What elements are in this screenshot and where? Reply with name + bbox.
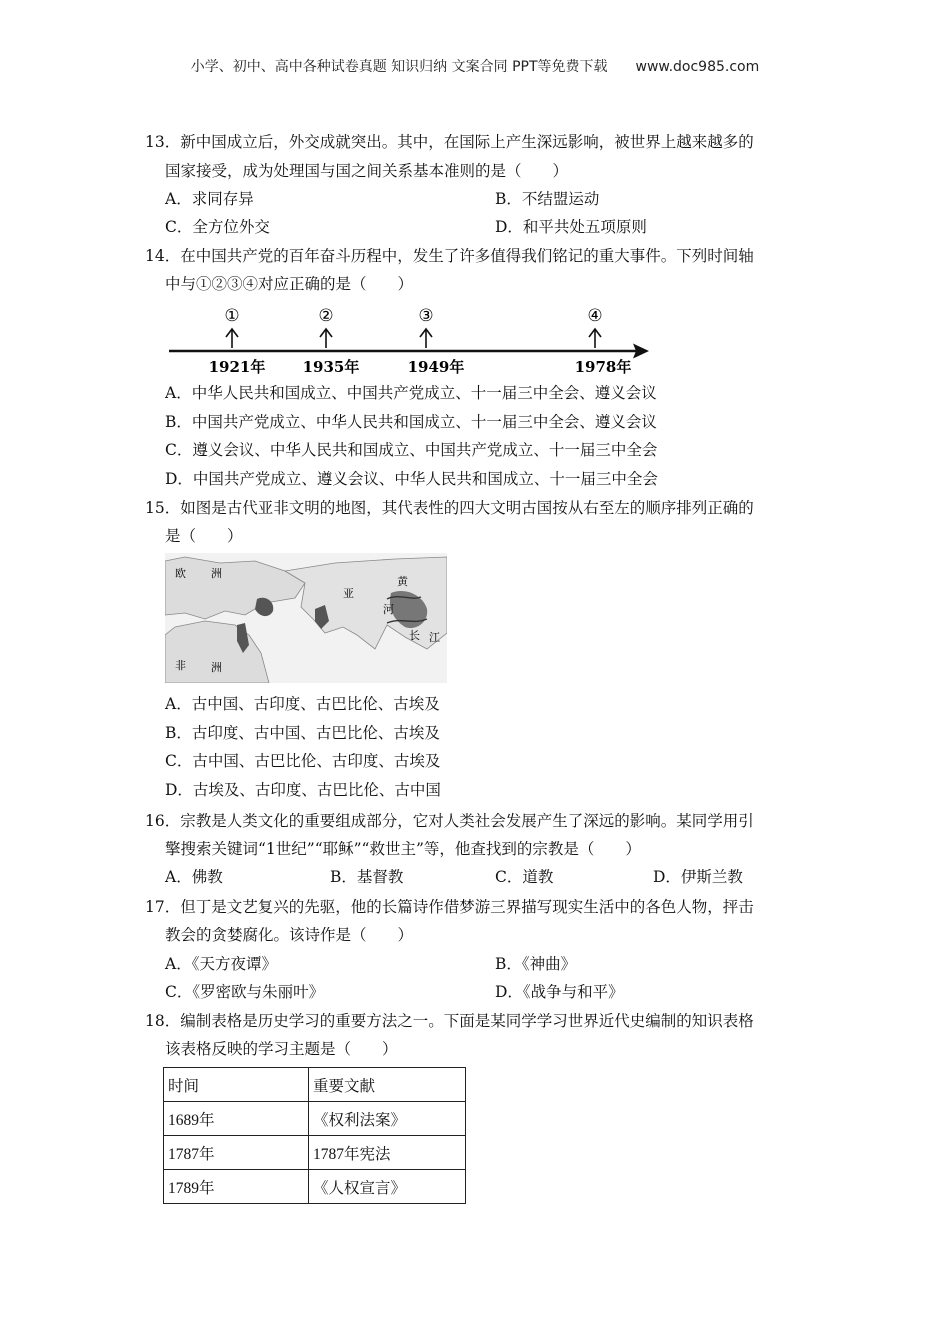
map-label-zhou-africa: 洲 <box>211 661 222 674</box>
q17-stem-line2: 教会的贪婪腐化。该诗作是（ ） <box>165 926 414 944</box>
table-row <box>164 1136 466 1170</box>
map-label-chang: 长 <box>409 629 420 642</box>
map-label-zhou-europe: 洲 <box>211 567 222 580</box>
q13-option-c: C．全方位外交 <box>165 218 270 236</box>
map-label-ou: 欧 <box>175 567 186 580</box>
q13-option-d: D．和平共处五项原则 <box>495 218 647 236</box>
timeline-figure <box>165 300 665 378</box>
page-header <box>0 56 950 76</box>
q14-stem-line1: 14．在中国共产党的百年奋斗历程中，发生了许多值得我们铭记的重大事件。下列时间轴 <box>145 247 754 265</box>
table-header-time: 时间 <box>164 1068 309 1102</box>
q13-option-a: A．求同存异 <box>165 190 254 208</box>
header-url[interactable]: www.doc985.com <box>635 59 760 75</box>
table-cell-year: 1789年 <box>164 1170 309 1204</box>
timeline-year-1935: 1935年 <box>302 358 360 376</box>
table-row <box>164 1102 466 1136</box>
table-row <box>164 1170 466 1204</box>
q18-stem-line1: 18．编制表格是历史学习的重要方法之一。下面是某同学学习世界近代史编制的知识表格 <box>145 1012 754 1030</box>
timeline-marker-3: ③ <box>418 306 434 326</box>
q17-option-c: C．《罗密欧与朱丽叶》 <box>165 983 325 1001</box>
q16-option-d: D．伊斯兰教 <box>653 868 743 886</box>
table-header-row <box>164 1068 466 1102</box>
q15-stem-line1: 15．如图是古代亚非文明的地图，其代表性的四大文明古国按从右至左的顺序排列正确的 <box>145 499 754 517</box>
map-label-jiang: 江 <box>429 631 440 644</box>
q15-option-a: A．古中国、古印度、古巴比伦、古埃及 <box>165 695 440 713</box>
q15-option-c: C．古中国、古巴比伦、古印度、古埃及 <box>165 752 441 770</box>
map-label-ya: 亚 <box>343 587 354 600</box>
q17-option-b: B．《神曲》 <box>495 955 577 973</box>
timeline-year-1949: 1949年 <box>407 358 465 376</box>
timeline-year-1978: 1978年 <box>574 358 632 376</box>
q13-stem-line2: 国家接受，成为处理国与国之间关系基本准则的是（ ） <box>165 162 569 180</box>
q13-stem-line1: 13．新中国成立后，外交成就突出。其中，在国际上产生深远影响，被世界上越来越多的 <box>145 133 754 151</box>
q15-option-d: D．古埃及、古印度、古巴比伦、古中国 <box>165 781 441 799</box>
map-label-he: 河 <box>383 603 394 616</box>
table-cell-document: 《人权宣言》 <box>309 1170 466 1204</box>
q13-option-b: B．不结盟运动 <box>495 190 600 208</box>
table-cell-year: 1787年 <box>164 1136 309 1170</box>
q16-option-a: A．佛教 <box>165 868 223 886</box>
q17-option-a: A．《天方夜谭》 <box>165 955 277 973</box>
q17-stem-line1: 17．但丁是文艺复兴的先驱，他的长篇诗作借梦游三界描写现实生活中的各色人物，抨击 <box>145 898 754 916</box>
q15-option-b: B．古印度、古中国、古巴比伦、古埃及 <box>165 724 440 742</box>
header-text: 小学、初中、高中各种试卷真题 知识归纳 文案合同 PPT等免费下载 <box>190 59 608 75</box>
ancient-civilizations-map <box>165 553 447 683</box>
timeline-marker-4: ④ <box>587 306 603 326</box>
knowledge-table <box>163 1067 466 1204</box>
table-header-document: 重要文献 <box>309 1068 466 1102</box>
timeline-marker-1: ① <box>224 306 240 326</box>
q18-stem-line2: 该表格反映的学习主题是（ ） <box>165 1040 398 1058</box>
q16-option-c: C．道教 <box>495 868 554 886</box>
q14-option-a: A．中华人民共和国成立、中国共产党成立、十一届三中全会、遵义会议 <box>165 384 657 402</box>
q14-option-c: C．遵义会议、中华人民共和国成立、中国共产党成立、十一届三中全会 <box>165 441 658 459</box>
q14-option-b: B．中国共产党成立、中华人民共和国成立、十一届三中全会、遵义会议 <box>165 413 657 431</box>
q14-option-d: D．中国共产党成立、遵义会议、中华人民共和国成立、十一届三中全会 <box>165 470 658 488</box>
q14-stem-line2: 中与①②③④对应正确的是（ ） <box>165 275 414 293</box>
map-label-fei: 非 <box>175 659 186 672</box>
timeline-year-1921: 1921年 <box>208 358 266 376</box>
q16-option-b: B．基督教 <box>330 868 404 886</box>
q17-option-d: D．《战争与和平》 <box>495 983 624 1001</box>
table-cell-document: 1787年宪法 <box>309 1136 466 1170</box>
timeline-marker-2: ② <box>318 306 334 326</box>
q15-stem-line2: 是（ ） <box>165 527 243 545</box>
map-label-huang: 黄 <box>397 575 408 588</box>
table-cell-document: 《权利法案》 <box>309 1102 466 1136</box>
table-cell-year: 1689年 <box>164 1102 309 1136</box>
q16-stem-line2: 擎搜索关键词“1世纪”“耶稣”“救世主”等，他查找到的宗教是（ ） <box>165 840 641 858</box>
q16-stem-line1: 16．宗教是人类文化的重要组成部分，它对人类社会发展产生了深远的影响。某同学用引 <box>145 812 754 830</box>
